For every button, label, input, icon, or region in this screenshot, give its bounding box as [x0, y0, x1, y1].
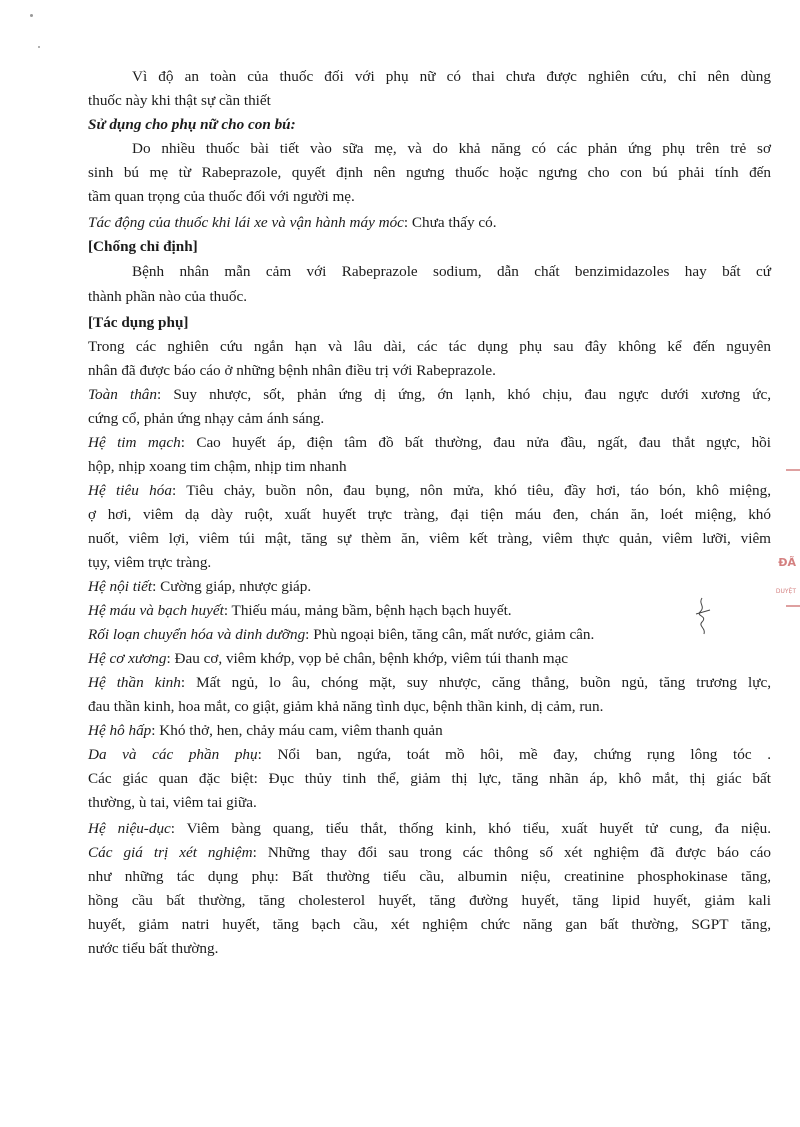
- metabolism-label: Rối loạn chuyển hóa và dinh dưỡng: [88, 626, 306, 643]
- lab-values-line: huyết, giảm natri huyết, tăng bạch cầu, xét nghiệm chức năng gan bất thường, SGPT tăng,: [88, 916, 771, 933]
- digestive-text: : Tiêu chảy, buồn nôn, đau bụng, nôn mửa, khó tiêu, đầy hơi, táo bón, khô miệng,: [171, 482, 772, 499]
- driving-effects-text: : Chưa thấy có.: [403, 214, 497, 231]
- respiratory-label: Hệ hô hấp: [88, 722, 152, 739]
- cardiovascular-label: Hệ tim mạch: [88, 434, 181, 451]
- nervous-label: Hệ thần kinh: [88, 674, 181, 691]
- cardiovascular-line: hộp, nhịp xoang tim chậm, nhịp tim nhanh: [88, 458, 347, 475]
- stamp-border: [766, 468, 800, 608]
- contraindications-text-line: thành phần nào của thuốc.: [88, 288, 247, 305]
- general-effects-line: [88, 384, 771, 406]
- musculoskeletal-line: [88, 648, 568, 670]
- digestive-line: nuốt, viêm lợi, viêm túi mật, tăng sự thèm ăn, viêm kết tràng, viêm thực quản, viêm lưỡi, viêm: [88, 530, 771, 547]
- stamp-text: DUYỆT: [775, 588, 796, 595]
- nervous-text: : Mất ngủ, lo âu, chóng mặt, suy nhược, căng thẳng, buồn ngủ, tăng trương lực,: [180, 674, 771, 691]
- driving-effects-label: Tác động của thuốc khi lái xe và vận hành máy móc: [88, 214, 404, 231]
- endocrine-label: Hệ nội tiết: [88, 578, 153, 595]
- special-senses-line: thường, ù tai, viêm tai giữa.: [88, 794, 257, 811]
- digestive-label: Hệ tiêu hóa: [88, 482, 172, 499]
- breastfeeding-text-line: sinh bú mẹ từ Rabeprazole, quyết định nên ngưng thuốc hoặc ngưng cho con bú phải tính đến: [88, 164, 771, 181]
- stamp-text: ĐÃ: [778, 556, 796, 569]
- general-label: Toàn thân: [88, 386, 157, 403]
- approval-stamp-fragment: [766, 468, 800, 608]
- contraindications-text-line: Bệnh nhân mẫn cảm với Rabeprazole sodium, dẫn chất benzimidazoles hay bất cứ: [132, 263, 771, 280]
- urogenital-label: Hệ niệu-dục: [88, 820, 171, 837]
- driving-effects-line: [88, 212, 497, 234]
- side-effects-intro-line: nhân đã được báo cáo ở những bệnh nhân điều trị với Rabeprazole.: [88, 362, 496, 379]
- cardiovascular-text: : Cao huyết áp, điện tâm đồ bất thường, đau nửa đầu, ngất, đau thắt ngực, hồi: [180, 434, 771, 451]
- general-effects-line: cứng cổ, phản ứng nhạy cảm ánh sáng.: [88, 410, 325, 427]
- blood-lymph-text: : Thiếu máu, mảng bầm, bệnh hạch bạch huyết.: [223, 602, 512, 619]
- musculoskeletal-label: Hệ cơ xương: [88, 650, 167, 667]
- breastfeeding-heading: Sử dụng cho phụ nữ cho con bú:: [88, 116, 296, 133]
- skin-label: Da và các phần phụ: [88, 746, 258, 763]
- contraindications-heading: [Chống chỉ định]: [88, 238, 198, 255]
- digestive-line: tụy, viêm trực tràng.: [88, 554, 212, 571]
- special-senses-line: Các giác quan đặc biệt: Đục thủy tinh thể, giảm thị lực, tăng nhãn áp, khô mắt, thị giác bất: [88, 770, 771, 787]
- endocrine-text: : Cường giáp, nhược giáp.: [152, 578, 312, 595]
- metabolism-text: : Phù ngoại biên, tăng cân, mất nước, giảm cân.: [305, 626, 595, 643]
- blood-lymph-label: Hệ máu và bạch huyết: [88, 602, 224, 619]
- breastfeeding-text-line: Do nhiều thuốc bài tiết vào sữa mẹ, và do khả năng có các phản ứng phụ trên trẻ sơ: [132, 140, 771, 157]
- musculoskeletal-text: : Đau cơ, viêm khớp, vọp bẻ chân, bệnh khớp, viêm túi thanh mạc: [166, 650, 569, 667]
- scan-speck: [38, 46, 40, 48]
- lab-values-label: Các giá trị xét nghiệm: [88, 844, 253, 861]
- nervous-line: [88, 672, 771, 694]
- metabolism-line: [88, 624, 594, 646]
- signature-mark: [690, 596, 716, 636]
- skin-text: : Nổi ban, ngứa, toát mồ hôi, mề đay, chứng rụng lông tóc .: [257, 746, 771, 763]
- general-text: : Suy nhược, sốt, phản ứng dị ứng, ớn lạnh, khó chịu, đau ngực dưới xương ức,: [156, 386, 771, 403]
- digestive-line: ợ hơi, viêm dạ dày ruột, xuất huyết trực tràng, đại tiện máu đen, chán ăn, loét miệng, khó: [88, 506, 771, 523]
- breastfeeding-text-line: tầm quan trọng của thuốc đối với người mẹ.: [88, 188, 355, 205]
- nervous-line: đau thần kinh, hoa mắt, co giật, giảm khả năng tình dục, bệnh thần kinh, dị cảm, run.: [88, 698, 604, 715]
- urogenital-text: : Viêm bàng quang, tiểu thắt, thống kinh, khó tiểu, xuất huyết tử cung, đa niệu.: [170, 820, 771, 837]
- pregnancy-text-line: thuốc này khi thật sự cần thiết: [88, 92, 271, 109]
- urogenital-line: [88, 818, 771, 840]
- lab-values-line: như những tác dụng phụ: Bất thường tiểu cầu, albumin niệu, creatinine phosphokinase tăng,: [88, 868, 771, 885]
- lab-values-line: [88, 842, 771, 864]
- side-effects-intro-line: Trong các nghiên cứu ngắn hạn và lâu dài, các tác dụng phụ sau đây không kể đến nguyên: [88, 338, 771, 355]
- skin-line: [88, 744, 771, 766]
- blood-lymph-line: [88, 600, 512, 622]
- respiratory-text: : Khó thở, hen, chảy máu cam, viêm thanh quản: [151, 722, 443, 739]
- lab-values-line: hồng cầu bất thường, tăng cholesterol huyết, tăng đường huyết, tăng lipid huyết, giảm kali: [88, 892, 771, 909]
- endocrine-line: [88, 576, 311, 598]
- digestive-line: [88, 480, 771, 502]
- lab-values-line: nước tiểu bất thường.: [88, 940, 219, 957]
- scan-speck: [30, 14, 33, 17]
- side-effects-heading: [Tác dụng phụ]: [88, 314, 189, 331]
- pregnancy-text-line: Vì độ an toàn của thuốc đối với phụ nữ có thai chưa được nghiên cứu, chỉ nên dùng: [132, 68, 771, 85]
- cardiovascular-line: [88, 432, 771, 454]
- lab-values-text: : Những thay đổi sau trong các thông số xét nghiệm đã được báo cáo: [252, 844, 771, 861]
- respiratory-line: [88, 720, 443, 742]
